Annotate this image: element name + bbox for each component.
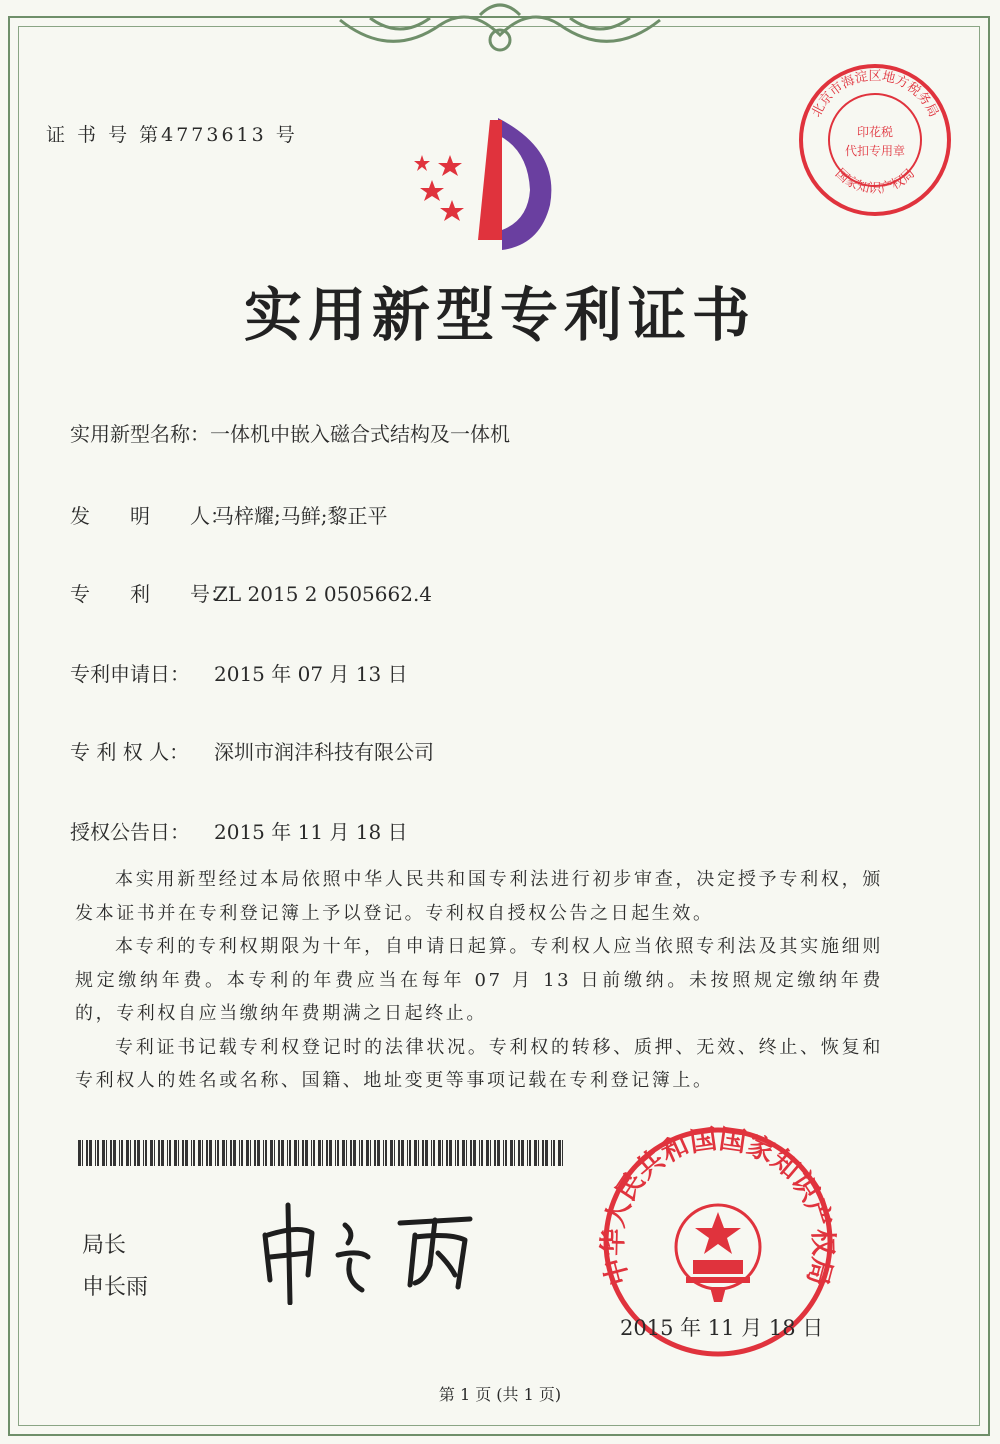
- ornament-icon: [330, 0, 670, 60]
- field-name: [70, 418, 510, 447]
- name-label: 实用新型名称：: [70, 422, 210, 446]
- tax-stamp-bottom-text: 国家知识产权局: [831, 166, 919, 197]
- field-patent-no: [70, 578, 432, 607]
- signatory-role: 局长: [82, 1233, 127, 1258]
- barcode-icon: [78, 1140, 568, 1166]
- field-holder: [70, 736, 434, 765]
- apply-date-label: 专利申请日：: [70, 662, 190, 686]
- inventor-label: 发 明 人：: [70, 504, 230, 528]
- seal-text: 中华人民共和国国家知识产权局: [598, 1123, 838, 1289]
- patent-no-label: 专 利 号：: [70, 582, 230, 606]
- tax-stamp-icon: [795, 60, 955, 220]
- holder-value: 深圳市润沣科技有限公司: [214, 740, 434, 764]
- patent-no-value: ZL 2015 2 0505662.4: [214, 582, 433, 606]
- apply-date-value: 2015 年 07 月 13 日: [214, 662, 408, 686]
- body-paragraph: 专利证书记载专利权登记时的法律状况。专利权的转移、质押、无效、终止、恢复和专利权人的姓名或名称、国籍、地址变更等事项记载在专利登记簿上。: [75, 1036, 883, 1091]
- certificate-body: [75, 863, 883, 1098]
- patent-office-logo-icon: [410, 110, 570, 250]
- field-grant-date: [70, 816, 408, 845]
- field-apply-date: [70, 658, 408, 687]
- body-paragraph: 本实用新型经过本局依照中华人民共和国专利法进行初步审查，决定授予专利权，颁发本证书并在专利登记簿上予以登记。专利权自授权公告之日起生效。: [75, 869, 883, 924]
- page-number: 第 1 页 (共 1 页): [438, 1385, 562, 1404]
- grant-date-label: 授权公告日：: [70, 820, 190, 844]
- seal-date: 2015 年 11 月 18 日: [620, 1316, 824, 1340]
- field-inventor: [70, 500, 387, 529]
- tax-stamp-inner-line1: 印花税: [856, 125, 894, 139]
- tax-stamp-inner-line2: 代扣专用章: [844, 144, 906, 158]
- holder-label: 专 利 权 人：: [70, 740, 190, 764]
- signatory-name: 申长雨: [82, 1275, 149, 1300]
- tax-stamp-outer-text: 北京市海淀区地方税务局: [809, 69, 941, 120]
- grant-date-value: 2015 年 11 月 18 日: [214, 820, 408, 844]
- svg-text:国家知识产权局: [832, 166, 918, 196]
- certificate-number: 证 书 号 第4773613 号: [46, 124, 298, 146]
- inventor-value: 马梓耀;马鲜;黎正平: [214, 504, 388, 528]
- document-title: 实用新型专利证书: [243, 281, 756, 349]
- body-paragraph: 本专利的专利权期限为十年，自申请日起算。专利权人应当依照专利法及其实施细则规定缴纳年费。本专利的年费应当在每年 07 月 13 日前缴纳。未按照规定缴纳年费的，专利权自应当缴纳年费期满之日起终止。: [75, 936, 883, 1024]
- name-value: 一体机中嵌入磁合式结构及一体机: [210, 422, 510, 446]
- signature-icon: [250, 1195, 500, 1305]
